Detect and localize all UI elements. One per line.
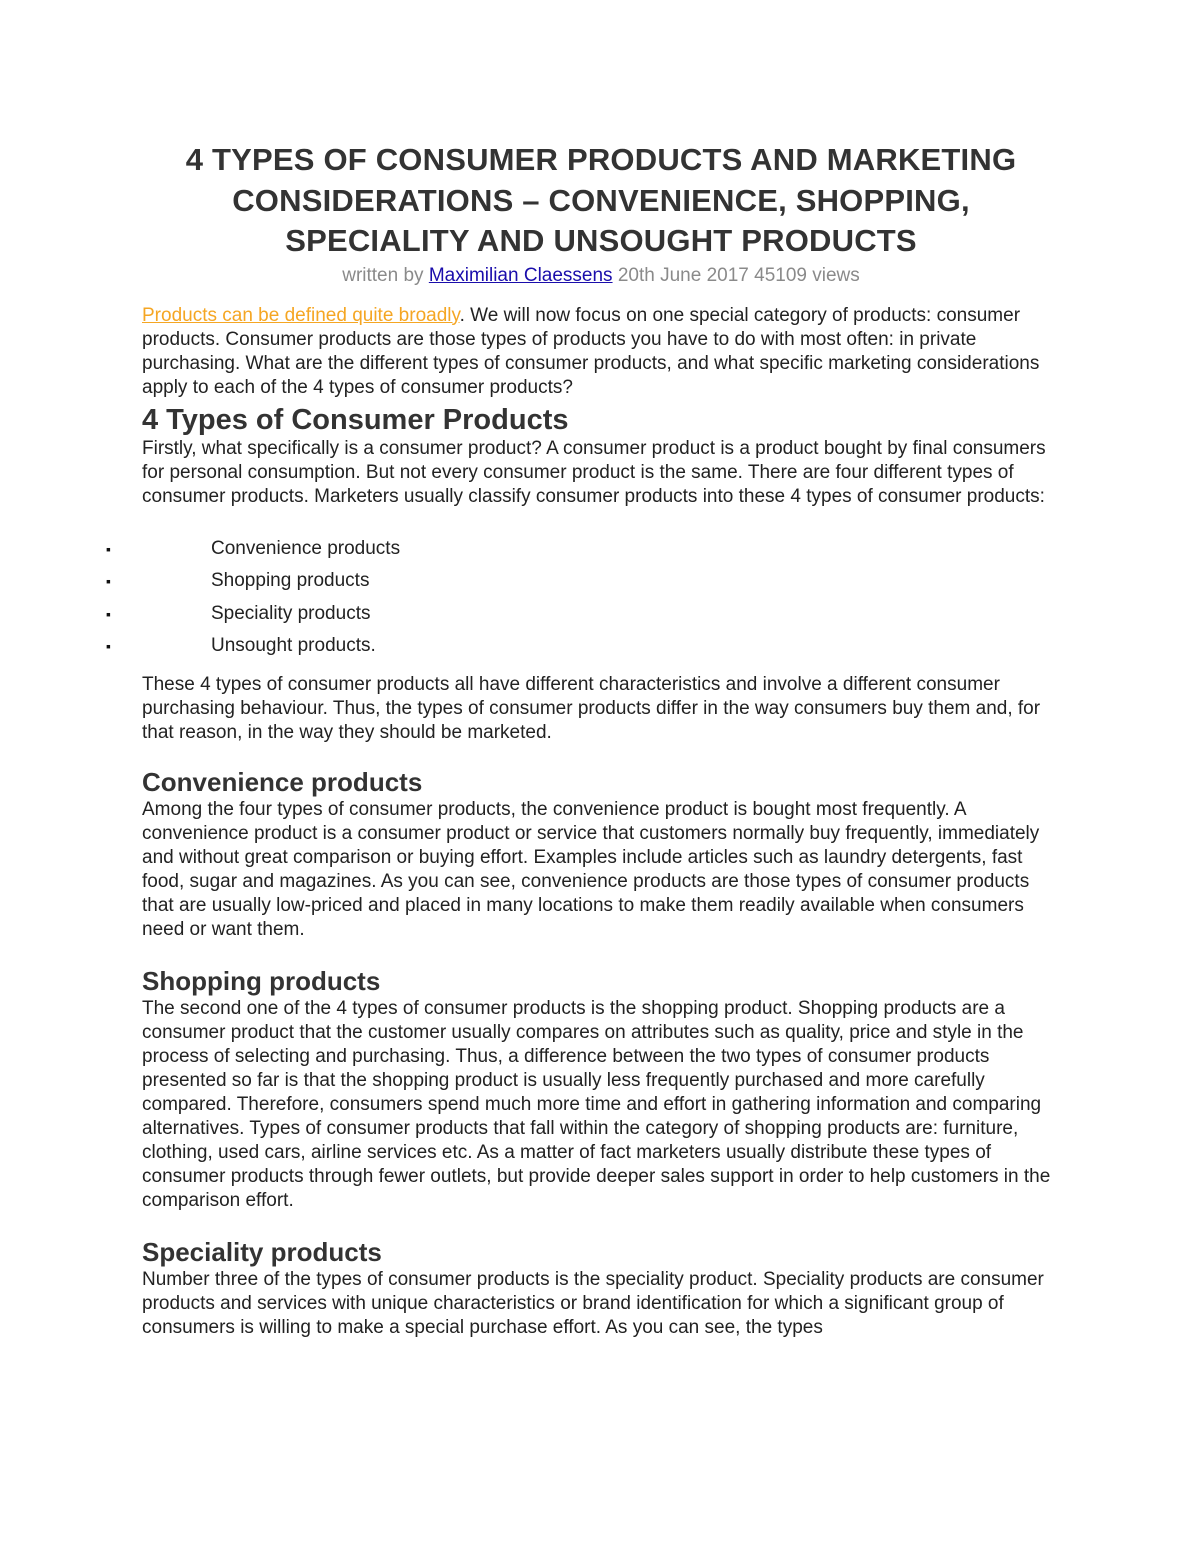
section-speciality-paragraph: Number three of the types of consumer products is the speciality product. Speciality products are consumer products and services with unique characteristics or brand identification for which a significant group of consumers is willing to make a special purchase effort. As you can see, the types [142, 1268, 1044, 1338]
list-item [106, 533, 1060, 566]
section-convenience-paragraph: Among the four types of consumer products, the convenience product is bought most frequently. A convenience product is a consumer product or service that customers normally buy frequently, immediately and without great comparison or buying effort. Examples include articles such as laundry detergents, fast food, sugar and magazines. As you can see, convenience products are those types of consumer products that are usually low-priced and placed in many locations to make them readily available when consumers need or want them. [142, 798, 1040, 940]
section-heading-convenience: Convenience products [142, 766, 423, 797]
section-shopping-paragraph: The second one of the 4 types of consumer products is the shopping product. Shopping products are a consumer product that the customer usually compares on attributes such as quality, price and style in the process of selecting and purchasing. Thus, a difference between the two types of consumer products presented so far is that the shopping product is usually less frequently purchased and more carefully compared. Therefore, consumers spend much more time and effort in gathering information and comparing alternatives. Types of consumer products that fall within the category of shopping products are: furniture, clothing, used cars, airline services etc. As a matter of fact marketers usually distribute these types of consumer products through fewer outlets, but provide deeper sales support in order to help customers in the comparison effort. [142, 997, 1051, 1211]
list-item-label: Convenience products [211, 537, 401, 559]
document-page [106, 140, 1060, 1340]
section-heading-types: 4 Types of Consumer Products [142, 403, 569, 436]
section-heading-shopping: Shopping products [142, 965, 381, 996]
document-title: 4 TYPES OF CONSUMER PRODUCTS AND MARKETING CONSIDERATIONS – CONVENIENCE, SHOPPING, SPECIALITY AND UNSOUGHT PRODUCTS [185, 142, 1017, 258]
list-item-label: Shopping products [211, 570, 370, 591]
product-types-list [106, 533, 1060, 663]
intro-paragraph [142, 304, 1060, 400]
intro-text: . We will now focus on one special category of products: consumer products. Consumer products are those types of products you have to do with most often: in private purchasing. What are the different types of consumer products, and what specific marketing considerations apply to each of the 4 types of consumer products? [142, 304, 1040, 398]
section-heading-speciality: Speciality products [142, 1236, 382, 1267]
bullet-icon: ▪ [106, 573, 111, 589]
byline-date-views: 20th June 2017 45109 views [617, 264, 860, 286]
byline [142, 264, 1060, 288]
list-item [106, 630, 1060, 663]
bullet-icon: ▪ [106, 638, 111, 654]
products-definition-link[interactable]: Products can be defined quite broadly [142, 304, 460, 326]
bullet-icon: ▪ [106, 540, 111, 557]
byline-prefix: written by [342, 264, 424, 286]
bullet-icon: ▪ [106, 605, 111, 622]
after-list-paragraph: These 4 types of consumer products all have different characteristics and involve a different consumer purchasing behaviour. Thus, the types of consumer products differ in the way consumers buy them and, for that reason, in the way they should be marketed. [142, 673, 1041, 743]
list-item [106, 565, 1060, 598]
list-item-label: Unsought products. [211, 635, 376, 656]
author-link[interactable]: Maximilian Claessens [428, 264, 613, 286]
list-item-label: Speciality products [211, 602, 371, 624]
section-types-paragraph: Firstly, what specifically is a consumer product? A consumer product is a product bought by final consumers for personal consumption. But not every consumer product is the same. There are four different types of consumer products. Marketers usually classify consumer products into these 4 types of consumer products: [142, 437, 1046, 507]
list-item [106, 598, 1060, 631]
